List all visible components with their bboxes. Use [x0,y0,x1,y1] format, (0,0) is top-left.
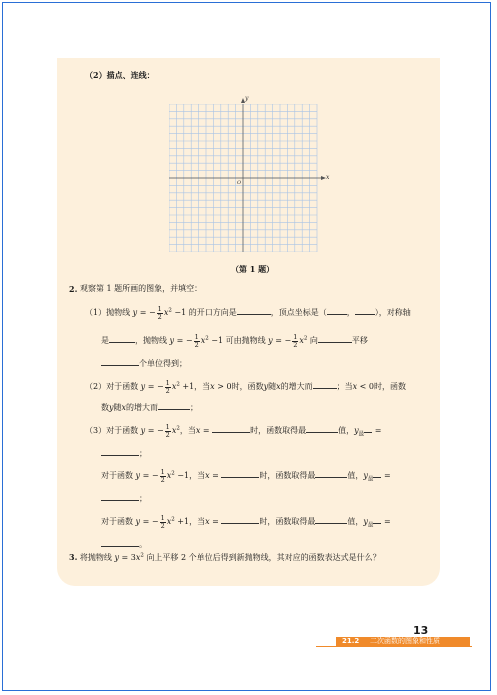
blank-extreme-value-3[interactable] [101,537,139,547]
q2-part3-line3: 对于函数 y = − $\frac{1}{2}$ $x^2 -1$，当x = 时，函数取得最 值，$y_最$ = [101,467,391,484]
blank-extreme-value-2[interactable] [101,491,139,501]
blank-subscript-3[interactable] [373,514,381,524]
q2-part2-line2: 数y随x的增大而 ； [101,400,198,414]
blank-vertex-y[interactable] [355,305,375,315]
blank-extreme-value-1[interactable] [101,446,139,456]
blank-trend-positive-x[interactable] [313,379,337,389]
q3-line: 3. 将抛物线 $y = 3x^2$ 向上平移 2 个单位后得到新抛物线，其对应的函数表达式是什么？ [69,552,381,562]
x-axis-label: x [326,174,330,181]
blank-subscript-1[interactable] [364,423,372,433]
blank-subscript-2[interactable] [373,468,381,478]
footer-rule [316,646,472,647]
q2-part1-line1: （1）抛物线 y = − $\frac{1}{2}$ $x^2 -1$ 的开口方向是 ，顶点坐标是（ ， ），对称轴 [85,304,411,321]
blank-axis-of-symmetry[interactable] [109,333,135,343]
blank-opening-direction[interactable] [237,305,271,315]
y-axis-label: y [245,95,249,102]
origin-label: O [237,180,242,186]
q2-intro: 观察第 1 题所画的图象，并填空： [80,284,203,293]
blank-x-at-extreme-2[interactable] [221,468,259,478]
page-number: 13 [413,624,429,637]
y-axis-arrow [241,98,245,103]
q2-number: 2. [69,284,78,294]
section-title: 二次函数的图象和性质 [370,637,440,645]
q2-part1-line2: 是 ，抛物线 y = − $\frac{1}{2}$ $x^2 -1$ 可由抛物线 y = − $\frac{1}{2}$ $x^2$ 向 平移 [101,332,368,349]
q2-part1-line3: 个单位得到； [101,356,187,370]
q2-part3-line1: （3）对于函数 y = − $\frac{1}{2}$ $x^2$，当x = 时，函数取得最 值，$y_最$ = [85,422,382,439]
q2-part2-line1: （2）对于函数 y = − $\frac{1}{2}$ $x^2 +1$，当x > 0时，函数y随x的增大而 ；当x < 0时，函数 [85,378,407,395]
coordinate-grid [169,104,321,252]
q2-part3-line5: 对于函数 y = − $\frac{1}{2}$ $x^2 +1$，当x = 时，函数取得最 值，$y_最$ = [101,513,391,530]
q2-part3-line4: ； [101,491,147,505]
q2-part3-line2: ； [101,446,147,460]
x-axis-arrow [321,176,326,180]
q1-step2-label: （2）描点、连线： [85,70,155,80]
figure-caption: （第 1 题） [231,264,275,274]
blank-trend-negative-x[interactable] [158,400,190,410]
blank-max-min-2[interactable] [315,468,347,478]
blank-max-min-1[interactable] [306,423,338,433]
blank-x-at-extreme-3[interactable] [221,514,259,524]
blank-x-at-extreme-1[interactable] [212,423,250,433]
blank-shift-units[interactable] [101,356,139,366]
blank-max-min-3[interactable] [315,514,347,524]
section-number: 21.2 [342,637,360,645]
blank-vertex-x[interactable] [327,305,347,315]
q2-part3-line6: 。 [101,537,147,551]
blank-shift-direction[interactable] [318,333,352,343]
section-banner [336,637,470,646]
